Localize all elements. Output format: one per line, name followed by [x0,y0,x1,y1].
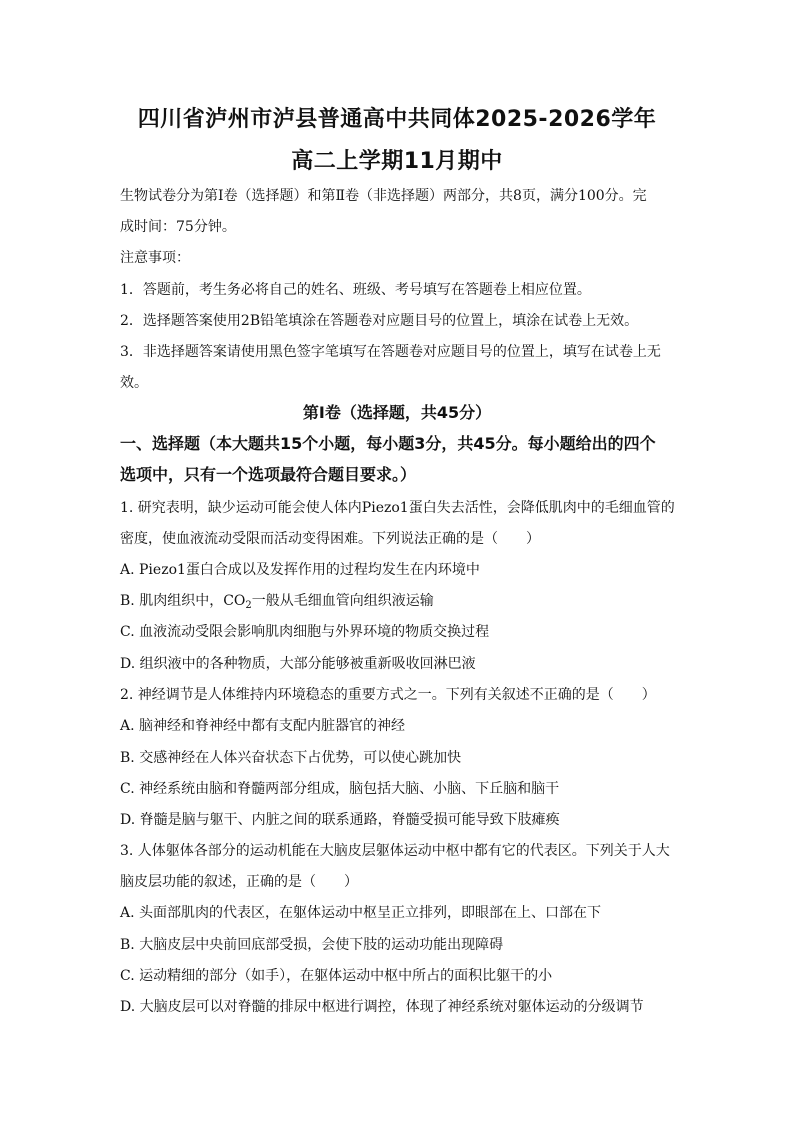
question-2-option-b: B. 交感神经在人体兴奋状态下占优势，可以使心跳加快 [120,750,462,766]
question-1-stem-cont: 密度，使血液流动受限而活动变得困难。下列说法正确的是（ ） [120,531,540,547]
question-1-option-a: A. Piezo1蛋白合成以及发挥作用的过程均发生在内环境中 [120,562,480,578]
note-item-1: 1．答题前，考生务必将自己的姓名、班级、考号填写在答题卷上相应位置。 [120,282,591,298]
question-3-option-a: A. 头面部肌肉的代表区，在躯体运动中枢呈正立排列，即眼部在上、口部在下 [120,905,602,921]
note-item-3: 3．非选择题答案请使用黑色签字笔填写在答题卷对应题目号的位置上，填写在试卷上无 [120,344,661,360]
intro-text: 生物试卷分为第Ⅰ卷（选择题）和第Ⅱ卷（非选择题）两部分，共8页，满分100分。完 [120,188,647,204]
question-2-option-a: A. 脑神经和脊神经中都有支配内脏器官的神经 [120,718,406,734]
question-2-stem: 2. 神经调节是人体维持内环境稳态的重要方式之一。下列有关叙述不正确的是（ ） [120,687,656,703]
question-1-stem: 1. 研究表明，缺少运动可能会使人体内Piezo1蛋白失去活性，会降低肌肉中的毛细血管的 [120,500,675,516]
option-b-text: B. 肌肉组织中，CO [120,593,246,609]
exam-title-line2: 高二上学期11月期中 [291,149,503,174]
question-2-option-d: D. 脊髓是脑与躯干、内脏之间的联系通路，脊髓受损可能导致下肢瘫痪 [120,812,560,828]
note-item-3-cont: 效。 [120,375,148,391]
question-3-option-d: D. 大脑皮层可以对脊髓的排尿中枢进行调控，体现了神经系统对躯体运动的分级调节 [120,999,644,1015]
question-1-option-b [120,591,680,611]
question-2-option-c: C. 神经系统由脑和脊髓两部分组成，脑包括大脑、小脑、下丘脑和脑干 [120,781,560,797]
section-heading: 一、选择题（本大题共15个小题，每小题3分，共45分。每小题给出的四个 [120,434,656,453]
notes-heading: 注意事项： [120,250,190,266]
question-3-option-b: B. 大脑皮层中央前回底部受损，会使下肢的运动功能出现障碍 [120,937,504,953]
subscript: 2 [245,600,252,611]
option-b-text-rest: 一般从毛细血管向组织液运输 [251,593,434,609]
question-1-option-d: D. 组织液中的各种物质，大部分能够被重新吸收回淋巴液 [120,656,476,672]
question-3-stem: 3. 人体躯体各部分的运动机能在大脑皮层躯体运动中枢中都有它的代表区。下列关于人大 [120,843,670,859]
exam-title-line1: 四川省泸州市泸县普通高中共同体2025-2026学年 [137,107,657,132]
section-title: 第Ⅰ卷（选择题，共45分） [302,403,492,422]
intro-text-cont: 成时间：75分钟。 [120,219,236,235]
question-3-option-c: C. 运动精细的部分（如手），在躯体运动中枢中所占的面积比躯干的小 [120,968,553,984]
question-3-stem-cont: 脑皮层功能的叙述，正确的是（ ） [120,874,358,890]
section-heading-cont: 选项中，只有一个选项最符合题目要求。） [120,465,417,484]
note-item-2: 2．选择题答案使用2B铅笔填涂在答题卷对应题目号的位置上，填涂在试卷上无效。 [120,313,639,329]
question-1-option-c: C. 血液流动受限会影响肌肉细胞与外界环境的物质交换过程 [120,624,490,640]
